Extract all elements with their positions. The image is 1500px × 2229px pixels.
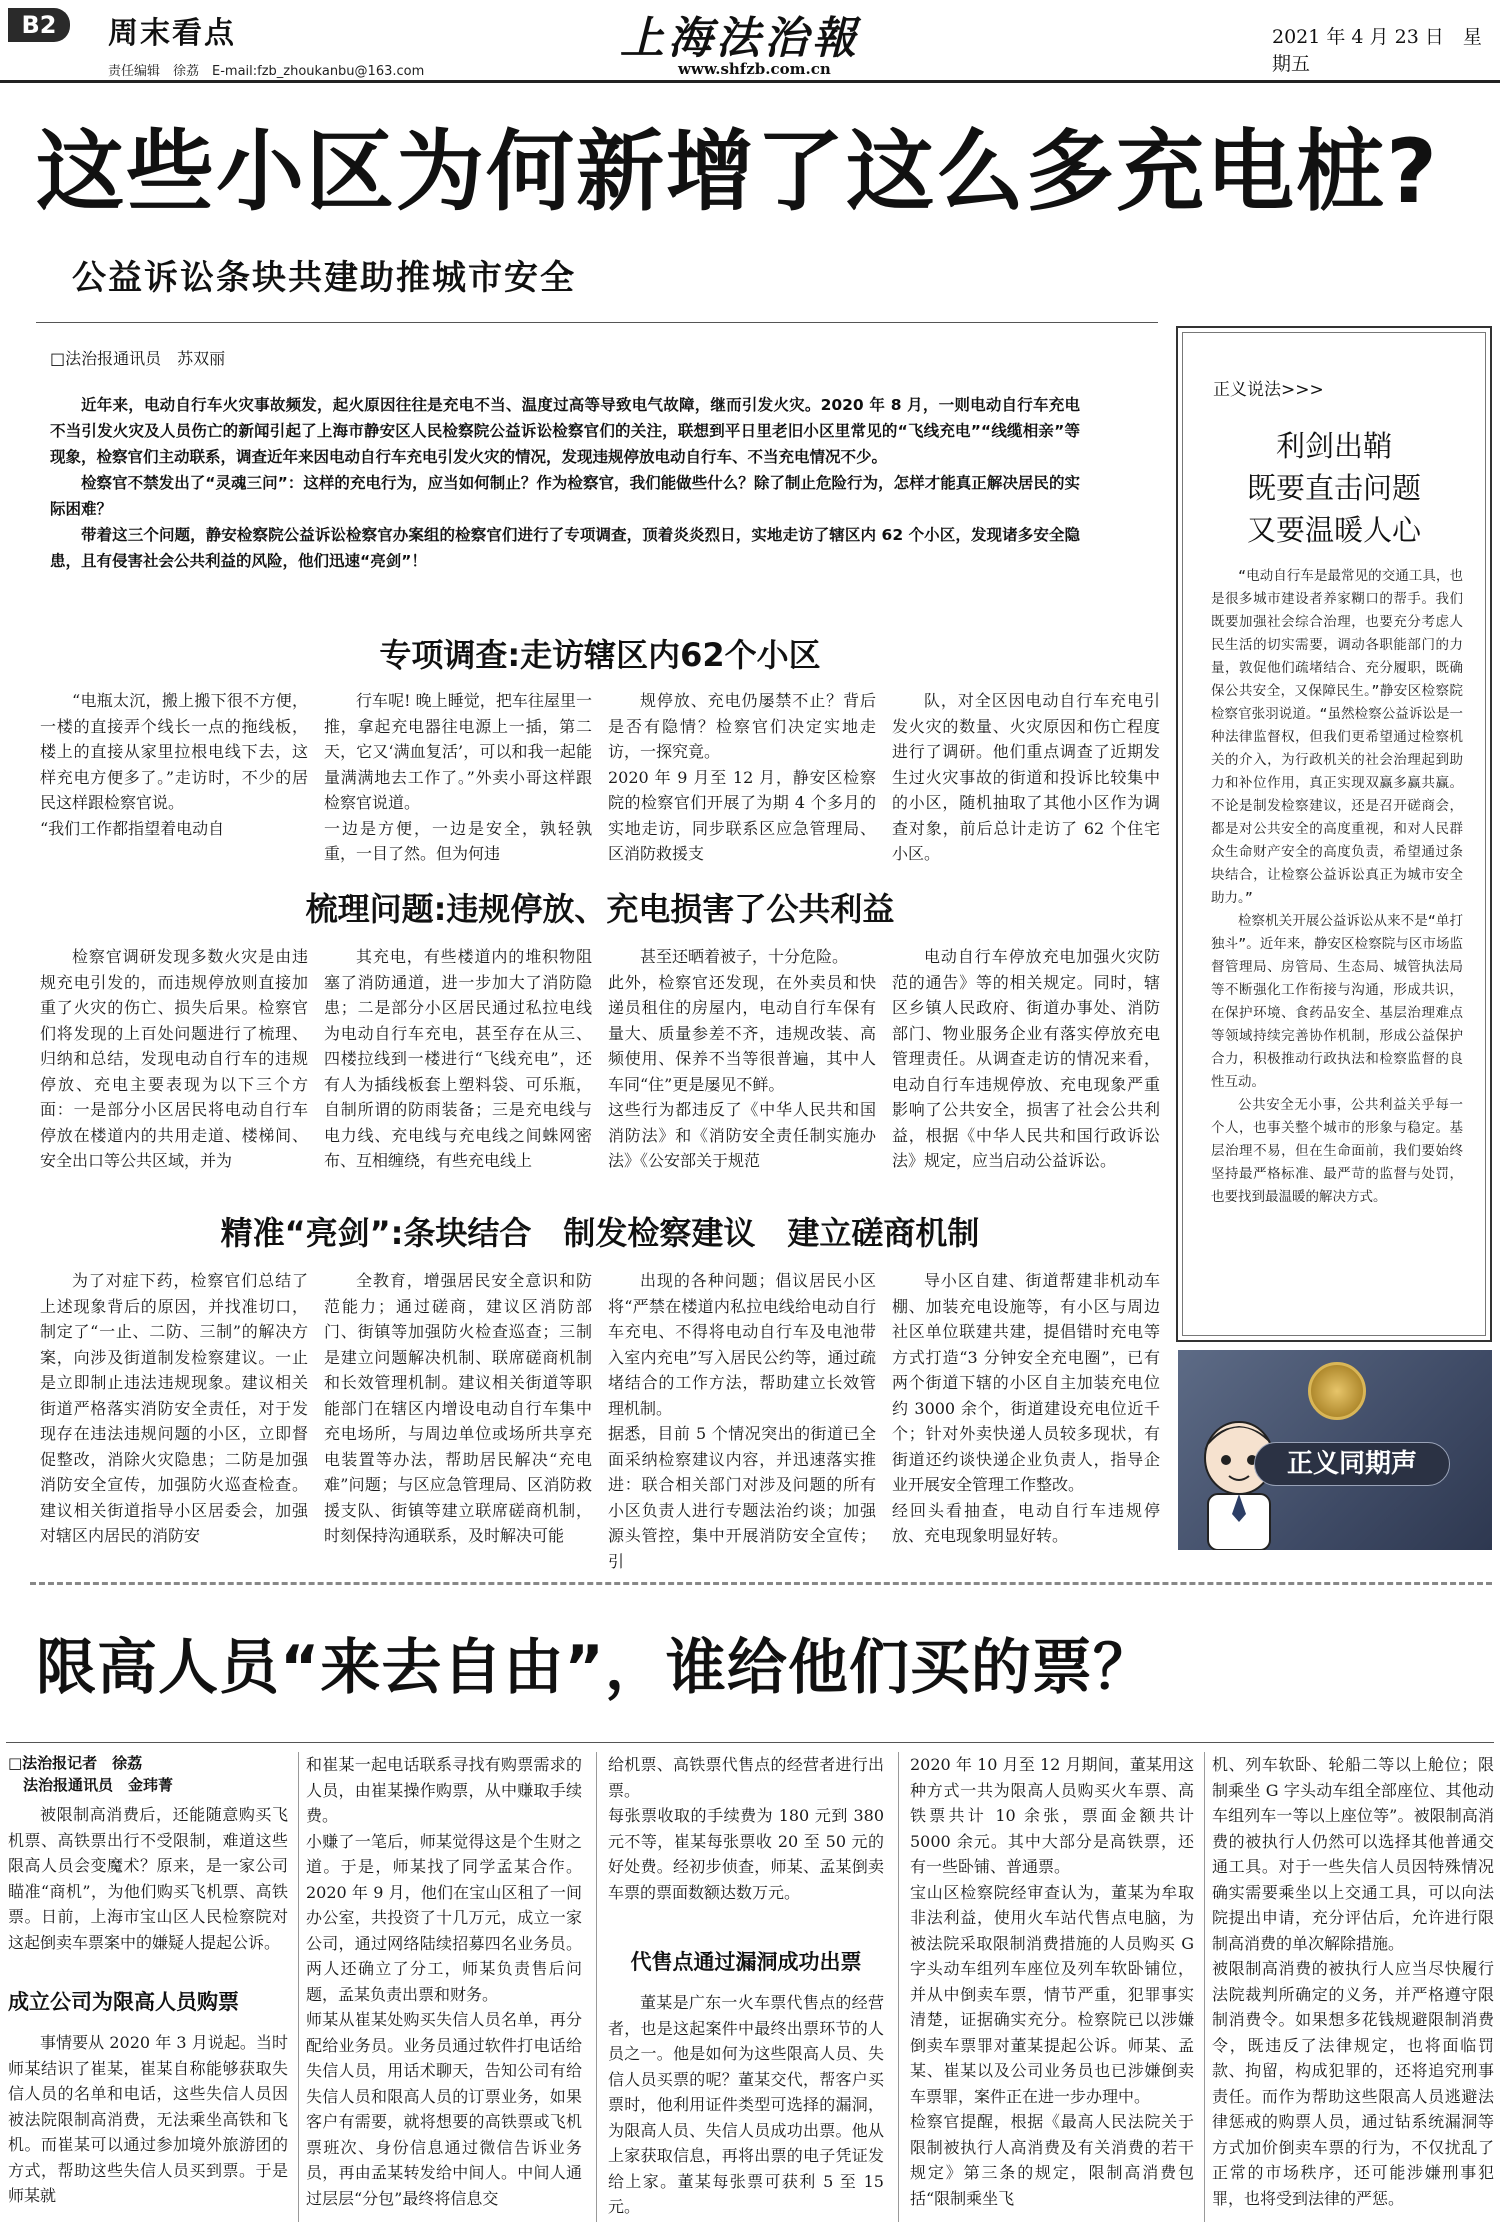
editor-info: 责任编辑 徐荔 E-mail:fzb_zhoukanbu@163.com [108,64,425,79]
sidebar-title-line: 又要温暖人心 [1246,513,1421,547]
body-column: 被限制高消费后，还能随意购买飞机票、高铁票出行不受限制，难道这些限高人员会变魔术？原来，是一家公司瞄准“商机”，为他们购买飞机票、高铁票。日前，上海市宝山区人民检察院对这起倒卖车票案中的嫌疑人提起公诉。 [8,1805,288,1952]
byline-line: 法治报通讯员 金玮菁 [8,1776,174,1794]
title-rule [6,1742,1494,1743]
body-column: 事情要从 2020 年 3 月说起。当时师某结识了崔某，崔某自称能够获取失信人员的名单和电话，这些失信人员因被法院限制高消费，无法乘坐高铁和飞机。而崔某可以通过参加境外旅游团的方式，帮助这些失信人员买到票。于是师某就 [8,2033,288,2205]
column-rule [898,1752,899,2222]
body-column: 为了对症下药，检察官们总结了上述现象背后的原因，并找准切口，制定了“一止、二防、三制”的解决方案，向涉及街道制发检察建议。一止是立即制止违法违规现象。建议相关街道严格落实消防安全责任，对于发现存在违法违规问题的小区，立即督促整改，消除火灾隐患；二防是加强消防安全宣传，加强防火巡查检查。建议相关街道指导小区居委会，加强对辖区内居民的消防安 [40,1271,308,1545]
body-column: 检察官调研发现多数火灾是由违规充电引发的，而违规停放则直接加重了火灾的伤亡、损失后果。检察官们将发现的上百处问题进行了梳理、归纳和总结，发现电动自行车的违规停放、充电主要表现为以下三个方面：一是部分小区居民将电动自行车停放在楼道内的共用走道、楼梯间、安全出口等公共区域，并为 [40,947,308,1170]
podcast-banner [1178,1350,1492,1550]
body-column: 全教育，增强居民安全意识和防范能力；通过磋商，建议区消防部门、街镇等加强防火检查巡查；三制是建立问题解决机制、联席磋商机制和长效管理机制。建议相关街道等职能部门在辖区内增设电动自行车集中充电场所，与周边单位或场所共享充电装置等办法，帮助居民解决“充电难”问题；与区应急管理局、区消防救援支队、街镇等建立联席磋商机制，时刻保持沟通联系，及时解决可能 [324,1271,592,1545]
sidebar-paragraph: “电动自行车是最常见的交通工具，也是很多城市建设者养家糊口的帮手。我们既要加强社会综合治理，也要充分考虑人民生活的切实需要，调动各职能部门的力量，敦促他们疏堵结合、充分履职，既确保公共安全，又保障民生。”静安区检察院检察官张羽说道。“虽然检察公益诉讼是一种法律监督权，但我们更希望通过检察机关的介入，为行政机关的社会治理起到助力和补位作用，真正实现双赢多赢共赢。不论是制发检察建议，还是召开磋商会，都是对公共安全的高度重视，和对人民群众生命财产安全的高度负责，希望通过条块结合，让检察公益诉讼真正为城市安全助力。” [1211,568,1463,906]
page-badge: B2 [8,8,70,42]
article1-lead [50,392,1080,574]
sidebar-paragraph: 检察机关开展公益诉讼从来不是“单打独斗”。近年来，静安区检察院与区市场监督管理局、房管局、生态局、城管执法局等不断强化工作衔接与沟通，形成共识，在保护环境、食药品安全、基层治理难点等领域持续完善协作机制，形成公益保护合力，积极推动行政执法和检察监督的良性互动。 [1211,913,1463,1090]
article2-byline [8,1752,288,1796]
sidebar-box [1176,326,1492,1342]
body-column: 出现的各种问题；倡议居民小区将“严禁在楼道内私拉电线给电动自行车充电、不得将电动自行车及电池带入室内充电”写入居民公约等，通过疏堵结合的工作方法，帮助建立长效管理机制。 据悉，目前 5 个情况突出的街道已全面采纳检察建议内容，并迅速落实推进：联合相关部门对涉及问题的所有小区负责人进行专题法治约谈；加强源头管控，集中开展消防安全宣传；引 [608,1271,876,1571]
article-divider [30,1582,1492,1585]
sidebar-title [1183,425,1485,551]
header-rule [0,80,1500,83]
body-column: “电瓶太沉，搬上搬下很不方便，一楼的直接弄个线长一点的拖线板，楼上的直接从家里拉根电线下去，这样充电方便多了。”走访时，不少的居民这样跟检察官说。 “我们工作都指望着电动自 [40,691,308,838]
subheading: 代售点通过漏洞成功出票 [630,1950,862,1974]
section-heading: 专项调查:走访辖区内62个小区 [379,636,821,674]
lead-paragraph: 带着这三个问题，静安检察院公益诉讼检察官办案组的检察官们进行了专项调查，顶着炎炎烈日，实地走访了辖区内 62 个小区，发现诸多安全隐患，且有侵害社会公共利益的风险，他们迅速“亮剑”！ [50,526,1080,570]
body-column: 董某是广东一火车票代售点的经营者，也是这起案件中最终出票环节的人员之一。他是如何为这些限高人员、失信人员买票的呢？董某交代，帮客户买票时，他利用证件类型可选择的漏洞，为限高人员、失信人员成功出票。他从上家获取信息，再将出票的电子凭证发给上家。董某每张票可获利 5 至 15 元。 [608,1993,884,2216]
sidebar-body [1211,565,1463,1209]
body-column: 规停放、充电仍屡禁不止？背后是否有隐情？检察官们决定实地走访，一探究竟。 2020 年 9 月至 12 月，静安区检察院的检察官们开展了为期 4 个多月的实地走访，同步联系区应急管理局、区消防救援支 [608,691,876,863]
body-column: 2020 年 10 月至 12 月期间，董某用这种方式一共为限高人员购买火车票、高铁票共计 10 余张，票面金额共计 5000 余元。其中大部分是高铁票，还有一些卧铺、普通票。 宝山区检察院经审查认为，董某为牟取非法利益，使用火车站代售点电脑，为被法院采取限制消费措施的人员购买 G 字头动车组列车座位及列车软卧铺位，并从中倒卖车票，情节严重，犯罪事实清楚，证据确实充分。检察院已以涉嫌倒卖车票罪对董某提起公诉。师某、孟某、崔某以及公司业务员也已涉嫌倒卖车票罪，案件正在进一步办理中。 检察官提醒，根据《最高人民法院关于限制被执行人高消费及有关消费的若干规定》第三条的规定，限制高消费包括“限制乘坐飞 [910,1755,1194,2208]
column-rule [298,1752,299,2222]
lead-paragraph: 近年来，电动自行车火灾事故频发，起火原因往往是充电不当、温度过高等导致电气故障，继而引发火灾。2020 年 8 月，一则电动自行车充电不当引发火灾及人员伤亡的新闻引起了上海市静安区人民检察院公益诉讼检察官们的关注，联想到平日里老旧小区里常见的“飞线充电”“线缆相亲”等现象，检察官们主动联系，调查近年来因电动自行车充电引发火灾的情况，发现违规停放电动自行车、不当充电情况不少。 [50,396,1080,466]
section-heading: 梳理问题:违规停放、充电损害了公共利益 [305,890,895,928]
sidebar-label: 正义说法>>> [1213,380,1324,400]
byline-line: □法治报记者 徐荔 [8,1754,143,1772]
column-rule [1204,1752,1205,2222]
article1-subtitle: 公益诉讼条块共建助推城市安全 [72,258,576,298]
lead-paragraph: 检察官不禁发出了“灵魂三问”：这样的充电行为，应当如何制止？作为检察官，我们能做些什么？除了制止危险行为，怎样才能真正解决居民的实际困难？ [50,474,1080,518]
emblem-icon [1308,1362,1366,1420]
section-heading: 精准“亮剑”:条块结合 制发检察建议 建立磋商机制 [220,1214,980,1252]
body-column: 给机票、高铁票代售点的经营者进行出票。 每张票收取的手续费为 180 元到 380 元不等，崔某每张票收 20 至 50 元的好处费。经初步侦查，师某、孟某倒卖车票的票面数额达数万元。 [608,1755,884,1902]
article1-title: 这些小区为何新增了这么多充电桩? [36,120,1440,223]
sidebar-title-line: 既要直击问题 [1246,471,1421,505]
body-column: 行车呢! 晚上睡觉，把车往屋里一推，拿起充电器往电源上一插，第二天，它又‘满血复活’，可以和我一起能量满满地去工作了。”外卖小哥这样跟检察官说道。 一边是方便，一边是安全，孰轻孰重，一目了然。但为何违 [324,691,592,863]
body-column: 队，对全区因电动自行车充电引发火灾的数量、火灾原因和伤亡程度进行了调研。他们重点调查了近期发生过火灾事故的街道和投诉比较集中的小区，随机抽取了其他小区作为调查对象，前后总计走访了 62 个住宅小区。 [892,691,1160,863]
body-column: 和崔某一起电话联系寻找有购票需求的人员，由崔某操作购票，从中赚取手续费。 小赚了一笔后，师某觉得这是个生财之道。于是，师某找了同学孟某合作。2020 年 9 月，他们在宝山区租了一间办公室，共投资了十几万元，成立一家公司，通过网络陆续招募四名业务员。两人还确立了分工，师某负责售后问题，孟某负责出票和财务。 师某从崔某处购买失信人员名单，再分配给业务员。业务员通过软件打电话给失信人员，用话术聊天，告知公司有给失信人员和限高人员的订票业务，如果客户有需要，就将想要的高铁票或飞机票班次、身份信息通过微信告诉业务员，再由孟某转发给中间人。中间人通过层层“分包”最终将信息交 [306,1755,582,2208]
masthead: 上海法治報 [620,13,860,64]
article2-title: 限高人员“来去自由”，谁给他们买的票？ [36,1633,1154,1703]
badge-pill: 正义同期声 [1254,1442,1450,1486]
body-column: 甚至还晒着被子，十分危险。 此外，检察官还发现，在外卖员和快递员租住的房屋内，电动自行车保有量大、质量参差不齐，违规改装、高频使用、保养不当等很普遍，其中人车同“住”更是屡见不鲜。 这些行为都违反了《中华人民共和国消防法》和《消防安全责任制实施办法》《公安部关于规范 [608,947,876,1170]
subheading: 成立公司为限高人员购票 [8,1990,239,2014]
sidebar-title-line: 利剑出鞘 [1275,429,1392,463]
body-column: 其充电，有些楼道内的堆积物阻塞了消防通道，进一步加大了消防隐患；二是部分小区居民通过私拉电线为电动自行车充电，甚至存在从三、四楼拉线到一楼进行“飞线充电”，还有人为插线板套上塑料袋、可乐瓶，自制所谓的防雨装备；三是充电线与电力线、充电线与充电线之间蛛网密布、互相缠绕，有些充电线上 [324,947,592,1170]
sidebar-paragraph: 公共安全无小事，公共利益关乎每一个人，也事关整个城市的形象与稳定。基层治理不易，但在生命面前，我们要始终坚持最严格标准、最严苛的监督与处罚，也要找到最温暖的解决方式。 [1211,1097,1463,1205]
website: www.shfzb.com.cn [678,60,831,78]
body-column: 机、列车软卧、轮船二等以上舱位；限制乘坐 G 字头动车组全部座位、其他动车组列车一等以上座位等”。被限制高消费的被执行人仍然可以选择其他普通交通工具。对于一些失信人员因特殊情况确实需要乘坐以上交通工具，可以向法院提出申请，充分评估后，允许进行限制高消费的单次解除措施。 被限制高消费的被执行人应当尽快履行法院裁判所确定的义务，并严格遵守限制消费令。如果想多花钱规避限制消费令，既违反了法律规定，也将面临罚款、拘留，构成犯罪的，还将追究刑事责任。而作为帮助这些限高人员逃避法律惩戒的购票人员，通过钻系统漏洞等方式加价倒卖车票的行为，不仅扰乱了正常的市场秩序，还可能涉嫌刑事犯罪，也将受到法律的严惩。 [1212,1755,1494,2208]
body-column: 电动自行车停放充电加强火灾防范的通告》等的相关规定。同时，辖区乡镇人民政府、街道办事处、消防部门、物业服务企业有落实停放充电管理责任。从调查走访的情况来看，电动自行车违规停放、充电现象严重影响了公共安全，损害了社会公共利益，根据《中华人民共和国行政诉讼法》规定，应当启动公益诉讼。 [892,947,1160,1170]
title-rule [36,322,1158,323]
section-name: 周末看点 [108,16,236,51]
article1-byline: □法治报通讯员 苏双丽 [50,349,226,368]
issue-date: 2021 年 4 月 23 日 星期五 [1272,26,1482,75]
body-column: 导小区自建、街道帮建非机动车棚、加装充电设施等，有小区与周边社区单位联建共建，提倡错时充电等方式打造“3 分钟安全充电圈”，已有两个街道下辖的小区自主加装充电位约 3000 余个，街道建设充电位近千个；针对外卖快递人员较多现状，有街道还约谈快递企业负责人，指导企业开展安全管理工作整改。 经回头看抽查，电动自行车违规停放、充电现象明显好转。 [892,1271,1160,1545]
column-rule [596,1752,597,2222]
